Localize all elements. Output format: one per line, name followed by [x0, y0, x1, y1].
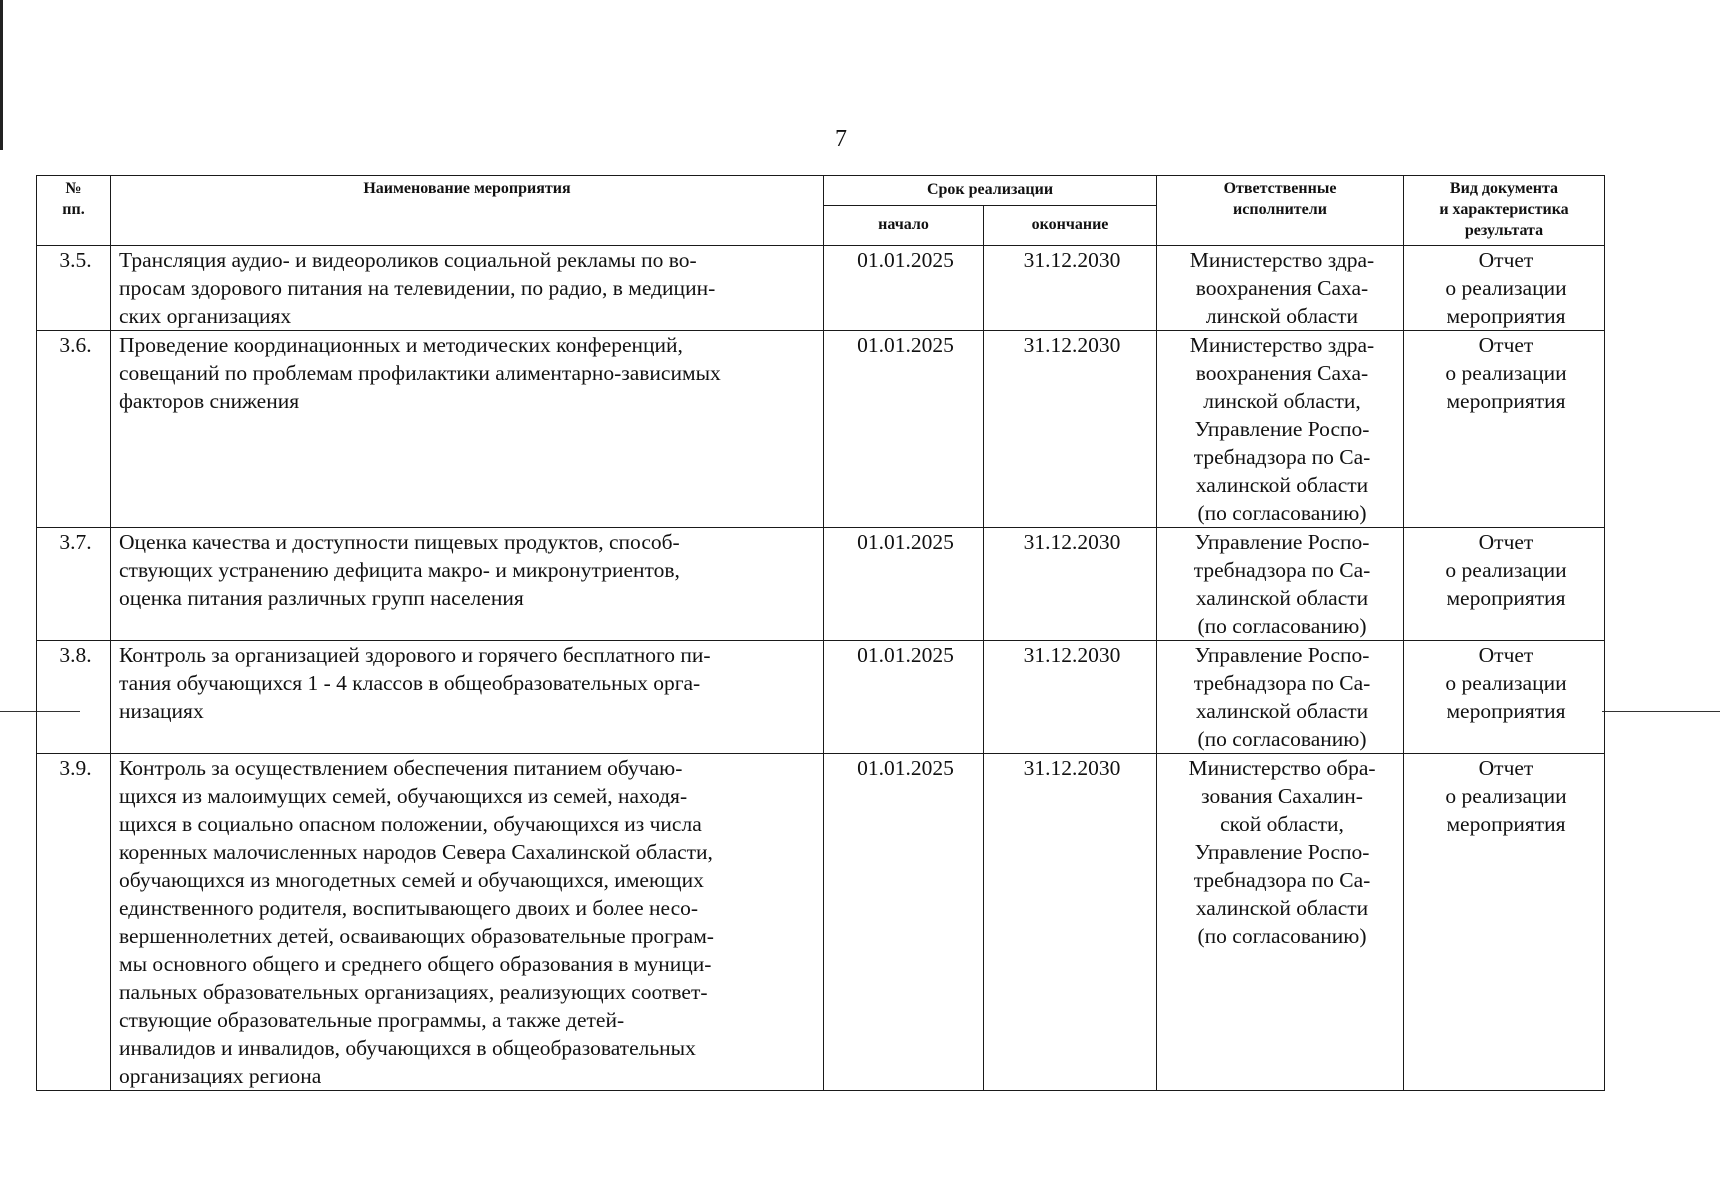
result-document-line: о реализации	[1445, 360, 1567, 385]
activity-name-line: обучающихся из многодетных семей и обучающихся, имеющих	[119, 867, 704, 892]
responsible-executors-line: (по согласованию)	[1197, 923, 1367, 948]
result-document-line: Отчет	[1478, 332, 1534, 357]
result-document-line: Отчет	[1478, 642, 1534, 667]
responsible-executors-line: линской области	[1205, 303, 1359, 328]
responsible-executors-line: зования Сахалин-	[1201, 783, 1363, 808]
responsible-executors	[1157, 527, 1404, 640]
activity-name-line: ствующие образовательные программы, а также детей-	[119, 1007, 625, 1032]
row-number: 3.5.	[37, 245, 111, 330]
result-document-line: о реализации	[1445, 557, 1567, 582]
responsible-executors-line: требнадзора по Са-	[1193, 867, 1371, 892]
result-document-line: Отчет	[1478, 755, 1534, 780]
activity-name-line: тания обучающихся 1 - 4 классов в общеобразовательных орга-	[119, 670, 701, 695]
activity-name-line: коренных малочисленных народов Севера Сахалинской области,	[119, 839, 713, 864]
start-date: 01.01.2025	[824, 527, 984, 640]
end-date: 31.12.2030	[984, 527, 1157, 640]
responsible-executors-line: халинской области	[1195, 472, 1369, 497]
responsible-executors	[1157, 245, 1404, 330]
start-date: 01.01.2025	[824, 245, 984, 330]
header-end: окончание	[984, 205, 1157, 245]
row-number: 3.9.	[37, 753, 111, 1090]
activity-name-line: мы основного общего и среднего общего образования в муници-	[119, 951, 712, 976]
responsible-executors-line: Министерство обра-	[1188, 755, 1376, 780]
result-document	[1404, 640, 1605, 753]
activity-name-line: оценка питания различных групп населения	[119, 585, 524, 610]
responsible-executors-line: халинской области	[1195, 698, 1369, 723]
end-date: 31.12.2030	[984, 330, 1157, 527]
result-document-line: Отчет	[1478, 247, 1534, 272]
header-period: Срок реализации	[824, 176, 1157, 206]
header-start: начало	[824, 205, 984, 245]
table-row	[37, 245, 1605, 330]
row-number: 3.6.	[37, 330, 111, 527]
table-row	[37, 527, 1605, 640]
header-doc: Вид документа и характеристика результата	[1404, 176, 1605, 246]
responsible-executors-line: Управление Роспо-	[1194, 529, 1370, 554]
activity-name-line: Контроль за осуществлением обеспечения питанием обучаю-	[119, 755, 683, 780]
activity-name	[111, 330, 824, 527]
activity-name-line: ских организациях	[119, 303, 292, 328]
result-document-line: мероприятия	[1446, 388, 1566, 413]
header-name: Наименование мероприятия	[111, 176, 824, 246]
responsible-executors	[1157, 640, 1404, 753]
responsible-executors-line: Управление Роспо-	[1194, 416, 1370, 441]
responsible-executors-line: (по согласованию)	[1197, 500, 1367, 525]
activity-name-line: Оценка качества и доступности пищевых продуктов, способ-	[119, 529, 680, 554]
row-number: 3.7.	[37, 527, 111, 640]
header-responsible: Ответственные исполнители	[1157, 176, 1404, 246]
activity-name-line: Трансляция аудио- и видеороликов социальной рекламы по во-	[119, 247, 697, 272]
activity-name-line: щихся из малоимущих семей, обучающихся из семей, находя-	[119, 783, 688, 808]
responsible-executors-line: Управление Роспо-	[1194, 642, 1370, 667]
result-document-line: о реализации	[1445, 275, 1567, 300]
end-date: 31.12.2030	[984, 245, 1157, 330]
responsible-executors-line: воохранения Саха-	[1195, 360, 1369, 385]
responsible-executors-line: воохранения Саха-	[1195, 275, 1369, 300]
activity-name-line: инвалидов и инвалидов, обучающихся в общеобразовательных	[119, 1035, 696, 1060]
activity-name	[111, 527, 824, 640]
responsible-executors-line: Управление Роспо-	[1194, 839, 1370, 864]
activity-name-line: низациях	[119, 698, 204, 723]
result-document-line: мероприятия	[1446, 303, 1566, 328]
start-date: 01.01.2025	[824, 640, 984, 753]
page-number: 7	[835, 126, 847, 152]
result-document-line: мероприятия	[1446, 585, 1566, 610]
activity-name	[111, 753, 824, 1090]
fold-line-right	[1602, 711, 1720, 712]
activity-name-line: Контроль за организацией здорового и горячего бесплатного пи-	[119, 642, 711, 667]
activity-name-line: ствующих устранению дефицита макро- и микронутриентов,	[119, 557, 680, 582]
responsible-executors	[1157, 753, 1404, 1090]
result-document-line: мероприятия	[1446, 811, 1566, 836]
responsible-executors-line: требнадзора по Са-	[1193, 670, 1371, 695]
end-date: 31.12.2030	[984, 753, 1157, 1090]
result-document-line: о реализации	[1445, 783, 1567, 808]
activity-name	[111, 245, 824, 330]
activity-name-line: пальных образовательных организациях, реализующих соответ-	[119, 979, 708, 1004]
activity-name-line: просам здорового питания на телевидении, по радио, в медицин-	[119, 275, 716, 300]
start-date: 01.01.2025	[824, 753, 984, 1090]
responsible-executors-line: ской области,	[1220, 811, 1344, 836]
table-row	[37, 640, 1605, 753]
responsible-executors-line: Министерство здра-	[1189, 247, 1375, 272]
end-date: 31.12.2030	[984, 640, 1157, 753]
result-document-line: мероприятия	[1446, 698, 1566, 723]
responsible-executors-line: требнадзора по Са-	[1193, 444, 1371, 469]
result-document	[1404, 245, 1605, 330]
activity-name-line: организациях региона	[119, 1063, 322, 1088]
result-document-line: о реализации	[1445, 670, 1567, 695]
activity-name-line: факторов снижения	[119, 388, 300, 413]
responsible-executors-line: Министерство здра-	[1189, 332, 1375, 357]
result-document	[1404, 330, 1605, 527]
result-document	[1404, 753, 1605, 1090]
responsible-executors-line: халинской области	[1195, 585, 1369, 610]
responsible-executors-line: линской области,	[1203, 388, 1361, 413]
result-document-line: Отчет	[1478, 529, 1534, 554]
activity-name-line: Проведение координационных и методических конференций,	[119, 332, 683, 357]
activity-name-line: вершеннолетних детей, осваивающих образовательные програм-	[119, 923, 714, 948]
table-row	[37, 753, 1605, 1090]
table-row	[37, 330, 1605, 527]
activities-table	[36, 175, 1605, 1091]
result-document	[1404, 527, 1605, 640]
activity-name	[111, 640, 824, 753]
start-date: 01.01.2025	[824, 330, 984, 527]
scan-left-edge	[0, 0, 3, 150]
responsible-executors-line: требнадзора по Са-	[1193, 557, 1371, 582]
header-num: № пп.	[37, 176, 111, 246]
activity-name-line: совещаний по проблемам профилактики алиментарно-зависимых	[119, 360, 721, 385]
activity-name-line: щихся в социально опасном положении, обучающихся из числа	[119, 811, 702, 836]
responsible-executors-line: халинской области	[1195, 895, 1369, 920]
row-number: 3.8.	[37, 640, 111, 753]
activity-name-line: единственного родителя, воспитывающего двоих и более несо-	[119, 895, 699, 920]
responsible-executors-line: (по согласованию)	[1197, 726, 1367, 751]
responsible-executors	[1157, 330, 1404, 527]
responsible-executors-line: (по согласованию)	[1197, 613, 1367, 638]
